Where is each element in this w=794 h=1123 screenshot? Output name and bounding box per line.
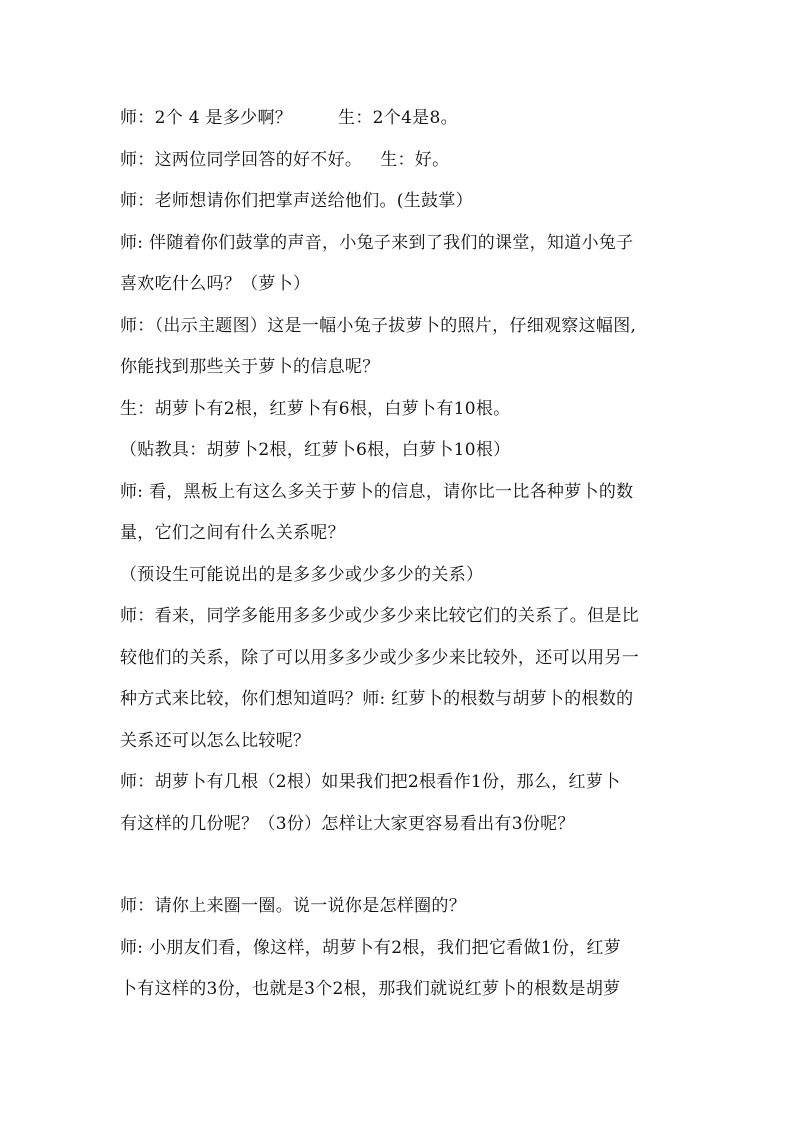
text-line-20: 师: 小朋友们看，像这样，胡萝卜有2根，我们把它看做1份，红萝 [120,938,622,958]
student-answer: 生：2个4是8。 [338,108,458,128]
text-line-6: 师：（出示主题图）这是一幅小兔子拔萝卜的照片，仔细观察这幅图, [120,316,637,336]
text-line-13: 师：看来，同学多能用多多少或少多少来比较它们的关系了。但是比 [120,606,639,626]
text-line-5: 喜欢吃什么吗？（萝卜） [120,274,311,294]
text-line-11: 量，它们之间有什么关系呢？ [120,523,345,543]
text-line-21: 卜有这样的3份，也就是3个2根，那我们就说红萝卜的根数是胡萝 [120,979,621,999]
text-line-15: 种方式来比较，你们想知道吗？师: 红萝卜的根数与胡萝卜的根数的 [120,689,634,709]
text-line-9: （贴教具：胡萝卜2根，红萝卜6根，白萝卜10根） [120,440,511,460]
student-answer: 生：好。 [380,150,450,170]
text-line-4: 师: 伴随着你们鼓掌的声音，小兔子来到了我们的课堂，知道小兔子 [120,233,634,253]
text-line-1 [120,108,680,128]
text-line-8: 生：胡萝卜有2根，红萝卜有6根，白萝卜有10根。 [120,399,511,419]
text-line-3: 师：老师想请你们把掌声送给他们。(生鼓掌） [120,191,473,211]
text-line-19: 师：请你上来圈一圈。说一说你是怎样圈的？ [120,896,466,916]
text-line-14: 较他们的关系，除了可以用多多少或少多少来比较外，还可以用另一 [120,648,639,668]
teacher-question: 师：这两位同学回答的好不好。 [120,150,363,170]
teacher-question: 师：2个 4 是多少啊？ [120,108,293,128]
text-line-18: 有这样的几份呢？（3份）怎样让大家更容易看出有3份呢？ [120,814,575,834]
text-line-10: 师: 看，黑板上有这么多关于萝卜的信息，请你比一比各种萝卜的数 [120,482,634,502]
text-line-16: 关系还可以怎么比较呢？ [120,731,311,751]
text-line-2 [120,150,680,170]
text-line-17: 师：胡萝卜有几根（2根）如果我们把2根看作1份，那么，红萝卜 [120,772,621,792]
text-line-7: 你能找到那些关于萝卜的信息呢？ [120,357,380,377]
text-line-12: （预设生可能说出的是多多少或少多少的关系） [120,565,484,585]
